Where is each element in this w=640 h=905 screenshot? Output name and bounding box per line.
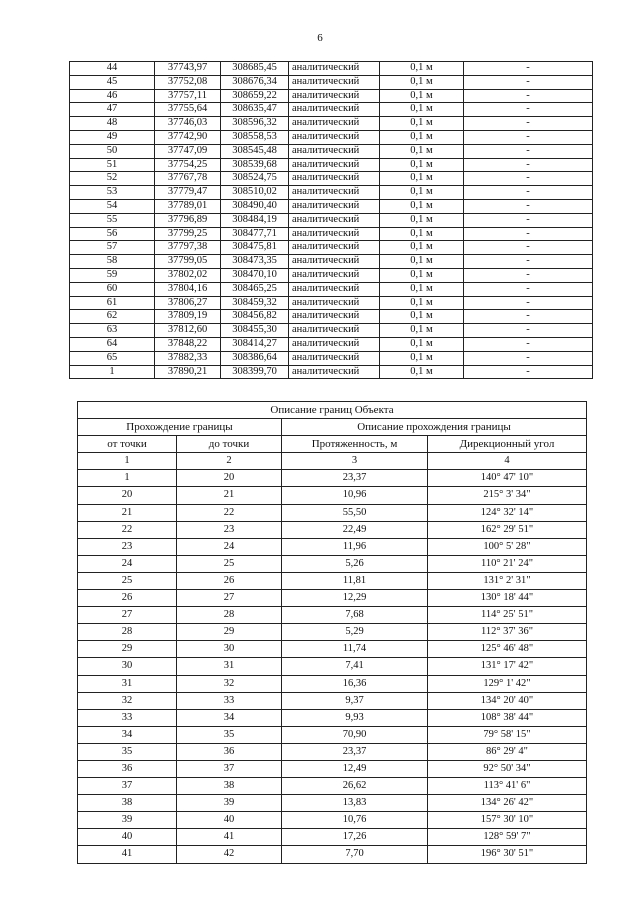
method-cell: аналитический [289,296,380,310]
from-point-cell: 40 [78,829,177,846]
table-row [78,538,587,555]
table-row [70,75,593,89]
from-point-cell: 20 [78,487,177,504]
method-cell: аналитический [289,227,380,241]
x-coordinate-cell: 37799,25 [155,227,221,241]
method-cell: аналитический [289,172,380,186]
accuracy-cell: 0,1 м [380,199,464,213]
length-cell: 10,96 [282,487,428,504]
table-row [70,365,593,379]
table-row [78,812,587,829]
x-coordinate-cell: 37743,97 [155,62,221,76]
table-row [78,675,587,692]
to-point-cell: 23 [177,521,282,538]
note-cell: - [464,351,593,365]
table-row [70,282,593,296]
point-number-cell: 59 [70,268,155,282]
y-coordinate-cell: 308455,30 [221,324,289,338]
from-point-cell: 36 [78,760,177,777]
accuracy-cell: 0,1 м [380,172,464,186]
table-row [70,337,593,351]
column-number: 4 [428,453,587,470]
y-coordinate-cell: 308539,68 [221,158,289,172]
method-cell: аналитический [289,241,380,255]
table-row [70,310,593,324]
accuracy-cell: 0,1 м [380,324,464,338]
table-title: Описание границ Объекта [78,402,587,419]
table-row [78,590,587,607]
method-cell: аналитический [289,213,380,227]
accuracy-cell: 0,1 м [380,296,464,310]
y-coordinate-cell: 308386,64 [221,351,289,365]
table-row [78,572,587,589]
x-coordinate-cell: 37797,38 [155,241,221,255]
point-number-cell: 51 [70,158,155,172]
column-number: 1 [78,453,177,470]
table-row [70,130,593,144]
length-cell: 7,70 [282,846,428,863]
table-row [78,778,587,795]
to-point-cell: 35 [177,726,282,743]
accuracy-cell: 0,1 м [380,62,464,76]
note-cell: - [464,62,593,76]
note-cell: - [464,227,593,241]
from-point-cell: 1 [78,470,177,487]
x-coordinate-cell: 37757,11 [155,89,221,103]
to-point-cell: 42 [177,846,282,863]
from-point-cell: 38 [78,795,177,812]
table-row [78,607,587,624]
table-row [78,709,587,726]
method-cell: аналитический [289,186,380,200]
table-row [70,186,593,200]
angle-cell: 124° 32' 14" [428,504,587,521]
point-number-cell: 60 [70,282,155,296]
accuracy-cell: 0,1 м [380,241,464,255]
column-header-from: от точки [78,436,177,453]
y-coordinate-cell: 308399,70 [221,365,289,379]
angle-cell: 92° 50' 34" [428,760,587,777]
to-point-cell: 37 [177,760,282,777]
angle-cell: 130° 18' 44" [428,590,587,607]
table-row [78,504,587,521]
length-cell: 5,26 [282,555,428,572]
to-point-cell: 29 [177,624,282,641]
note-cell: - [464,365,593,379]
x-coordinate-cell: 37742,90 [155,130,221,144]
from-point-cell: 32 [78,692,177,709]
y-coordinate-cell: 308414,27 [221,337,289,351]
angle-cell: 86° 29' 4" [428,743,587,760]
x-coordinate-cell: 37789,01 [155,199,221,213]
accuracy-cell: 0,1 м [380,282,464,296]
column-header-to: до точки [177,436,282,453]
method-cell: аналитический [289,158,380,172]
point-number-cell: 57 [70,241,155,255]
from-point-cell: 39 [78,812,177,829]
angle-cell: 128° 59' 7" [428,829,587,846]
length-cell: 23,37 [282,470,428,487]
column-number: 2 [177,453,282,470]
table-row [70,241,593,255]
method-cell: аналитический [289,255,380,269]
y-coordinate-cell: 308685,45 [221,62,289,76]
accuracy-cell: 0,1 м [380,227,464,241]
table-row [78,829,587,846]
to-point-cell: 40 [177,812,282,829]
length-cell: 23,37 [282,743,428,760]
y-coordinate-cell: 308635,47 [221,103,289,117]
length-cell: 9,93 [282,709,428,726]
angle-cell: 140° 47' 10" [428,470,587,487]
method-cell: аналитический [289,199,380,213]
accuracy-cell: 0,1 м [380,213,464,227]
y-coordinate-cell: 308475,81 [221,241,289,255]
table-row [70,227,593,241]
accuracy-cell: 0,1 м [380,75,464,89]
boundary-description-table [77,401,587,864]
accuracy-cell: 0,1 м [380,89,464,103]
page-number: 6 [317,32,323,44]
accuracy-cell: 0,1 м [380,130,464,144]
x-coordinate-cell: 37767,78 [155,172,221,186]
length-cell: 55,50 [282,504,428,521]
note-cell: - [464,241,593,255]
to-point-cell: 22 [177,504,282,521]
note-cell: - [464,255,593,269]
angle-cell: 114° 25' 51" [428,607,587,624]
from-point-cell: 31 [78,675,177,692]
table-row [70,117,593,131]
to-point-cell: 26 [177,572,282,589]
table-row [78,692,587,709]
method-cell: аналитический [289,310,380,324]
table-row [78,846,587,863]
note-cell: - [464,324,593,338]
to-point-cell: 20 [177,470,282,487]
y-coordinate-cell: 308596,32 [221,117,289,131]
length-cell: 22,49 [282,521,428,538]
angle-cell: 79° 58' 15" [428,726,587,743]
table-row [70,89,593,103]
method-cell: аналитический [289,268,380,282]
y-coordinate-cell: 308545,48 [221,144,289,158]
from-point-cell: 27 [78,607,177,624]
note-cell: - [464,282,593,296]
table-row [70,268,593,282]
angle-cell: 129° 1' 42" [428,675,587,692]
note-cell: - [464,144,593,158]
note-cell: - [464,296,593,310]
from-point-cell: 21 [78,504,177,521]
length-cell: 7,41 [282,658,428,675]
accuracy-cell: 0,1 м [380,144,464,158]
method-cell: аналитический [289,130,380,144]
angle-cell: 196° 30' 51" [428,846,587,863]
length-cell: 16,36 [282,675,428,692]
x-coordinate-cell: 37890,21 [155,365,221,379]
table-row [78,521,587,538]
group-header-row [78,419,587,436]
note-cell: - [464,75,593,89]
x-coordinate-cell: 37796,89 [155,213,221,227]
from-point-cell: 34 [78,726,177,743]
point-number-cell: 46 [70,89,155,103]
y-coordinate-cell: 308456,82 [221,310,289,324]
table-row [78,658,587,675]
to-point-cell: 39 [177,795,282,812]
x-coordinate-cell: 37746,03 [155,117,221,131]
from-point-cell: 26 [78,590,177,607]
from-point-cell: 30 [78,658,177,675]
point-number-cell: 45 [70,75,155,89]
method-cell: аналитический [289,117,380,131]
x-coordinate-cell: 37747,09 [155,144,221,158]
y-coordinate-cell: 308659,22 [221,89,289,103]
accuracy-cell: 0,1 м [380,337,464,351]
table-row [70,213,593,227]
length-cell: 11,81 [282,572,428,589]
method-cell: аналитический [289,351,380,365]
point-number-cell: 53 [70,186,155,200]
angle-cell: 131° 2' 31" [428,572,587,589]
point-number-cell: 54 [70,199,155,213]
x-coordinate-cell: 37812,60 [155,324,221,338]
to-point-cell: 28 [177,607,282,624]
accuracy-cell: 0,1 м [380,365,464,379]
table-row [78,726,587,743]
method-cell: аналитический [289,144,380,158]
method-cell: аналитический [289,62,380,76]
y-coordinate-cell: 308510,02 [221,186,289,200]
point-number-cell: 65 [70,351,155,365]
y-coordinate-cell: 308470,10 [221,268,289,282]
accuracy-cell: 0,1 м [380,186,464,200]
method-cell: аналитический [289,75,380,89]
column-number-row [78,453,587,470]
x-coordinate-cell: 37755,64 [155,103,221,117]
column-header-row [78,436,587,453]
angle-cell: 134° 26' 42" [428,795,587,812]
point-number-cell: 64 [70,337,155,351]
length-cell: 10,76 [282,812,428,829]
accuracy-cell: 0,1 м [380,310,464,324]
from-point-cell: 22 [78,521,177,538]
point-number-cell: 52 [70,172,155,186]
angle-cell: 162° 29' 51" [428,521,587,538]
x-coordinate-cell: 37752,08 [155,75,221,89]
x-coordinate-cell: 37848,22 [155,337,221,351]
to-point-cell: 27 [177,590,282,607]
accuracy-cell: 0,1 м [380,103,464,117]
table-row [70,351,593,365]
to-point-cell: 38 [177,778,282,795]
length-cell: 12,49 [282,760,428,777]
method-cell: аналитический [289,365,380,379]
x-coordinate-cell: 37779,47 [155,186,221,200]
point-number-cell: 61 [70,296,155,310]
method-cell: аналитический [289,337,380,351]
angle-cell: 112° 37' 36" [428,624,587,641]
length-cell: 12,29 [282,590,428,607]
to-point-cell: 34 [177,709,282,726]
note-cell: - [464,268,593,282]
x-coordinate-cell: 37806,27 [155,296,221,310]
point-number-cell: 48 [70,117,155,131]
note-cell: - [464,186,593,200]
point-number-cell: 49 [70,130,155,144]
to-point-cell: 33 [177,692,282,709]
group-header-boundary-passage: Прохождение границы [78,419,282,436]
point-number-cell: 62 [70,310,155,324]
y-coordinate-cell: 308477,71 [221,227,289,241]
angle-cell: 215° 3' 34" [428,487,587,504]
column-number: 3 [282,453,428,470]
table-row [70,199,593,213]
x-coordinate-cell: 37799,05 [155,255,221,269]
point-number-cell: 56 [70,227,155,241]
angle-cell: 131° 17' 42" [428,658,587,675]
length-cell: 26,62 [282,778,428,795]
point-number-cell: 58 [70,255,155,269]
table-row [70,172,593,186]
point-number-cell: 55 [70,213,155,227]
point-number-cell: 1 [70,365,155,379]
y-coordinate-cell: 308484,19 [221,213,289,227]
method-cell: аналитический [289,324,380,338]
note-cell: - [464,130,593,144]
table-title-row [78,402,587,419]
to-point-cell: 32 [177,675,282,692]
y-coordinate-cell: 308676,34 [221,75,289,89]
angle-cell: 108° 38' 44" [428,709,587,726]
angle-cell: 157° 30' 10" [428,812,587,829]
y-coordinate-cell: 308558,53 [221,130,289,144]
to-point-cell: 31 [177,658,282,675]
length-cell: 17,26 [282,829,428,846]
angle-cell: 110° 21' 24" [428,555,587,572]
table-row [70,158,593,172]
table-row [78,555,587,572]
length-cell: 13,83 [282,795,428,812]
table-row [78,624,587,641]
angle-cell: 134° 20' 40" [428,692,587,709]
y-coordinate-cell: 308465,25 [221,282,289,296]
point-number-cell: 63 [70,324,155,338]
length-cell: 70,90 [282,726,428,743]
table-row [78,641,587,658]
angle-cell: 125° 46' 48" [428,641,587,658]
from-point-cell: 33 [78,709,177,726]
note-cell: - [464,172,593,186]
table-row [70,62,593,76]
y-coordinate-cell: 308459,32 [221,296,289,310]
x-coordinate-cell: 37882,33 [155,351,221,365]
from-point-cell: 35 [78,743,177,760]
x-coordinate-cell: 37754,25 [155,158,221,172]
group-header-boundary-description: Описание прохождения границы [282,419,587,436]
note-cell: - [464,103,593,117]
point-number-cell: 50 [70,144,155,158]
point-number-cell: 47 [70,103,155,117]
angle-cell: 100° 5' 28" [428,538,587,555]
table-row [70,296,593,310]
to-point-cell: 36 [177,743,282,760]
to-point-cell: 25 [177,555,282,572]
column-header-length: Протяженность, м [282,436,428,453]
to-point-cell: 21 [177,487,282,504]
note-cell: - [464,213,593,227]
table-row [70,255,593,269]
accuracy-cell: 0,1 м [380,255,464,269]
note-cell: - [464,310,593,324]
length-cell: 9,37 [282,692,428,709]
accuracy-cell: 0,1 м [380,158,464,172]
length-cell: 11,96 [282,538,428,555]
table-row [70,103,593,117]
length-cell: 5,29 [282,624,428,641]
note-cell: - [464,158,593,172]
note-cell: - [464,199,593,213]
from-point-cell: 41 [78,846,177,863]
from-point-cell: 23 [78,538,177,555]
from-point-cell: 25 [78,572,177,589]
to-point-cell: 41 [177,829,282,846]
table-row [70,324,593,338]
method-cell: аналитический [289,89,380,103]
from-point-cell: 29 [78,641,177,658]
table-row [78,743,587,760]
note-cell: - [464,89,593,103]
note-cell: - [464,337,593,351]
method-cell: аналитический [289,103,380,117]
coordinates-table [69,61,593,379]
x-coordinate-cell: 37809,19 [155,310,221,324]
table-row [78,487,587,504]
y-coordinate-cell: 308473,35 [221,255,289,269]
x-coordinate-cell: 37804,16 [155,282,221,296]
length-cell: 11,74 [282,641,428,658]
table-row [78,470,587,487]
table-row [78,795,587,812]
from-point-cell: 24 [78,555,177,572]
x-coordinate-cell: 37802,02 [155,268,221,282]
y-coordinate-cell: 308490,40 [221,199,289,213]
y-coordinate-cell: 308524,75 [221,172,289,186]
accuracy-cell: 0,1 м [380,117,464,131]
table-row [70,144,593,158]
table-row [78,760,587,777]
note-cell: - [464,117,593,131]
to-point-cell: 24 [177,538,282,555]
from-point-cell: 28 [78,624,177,641]
accuracy-cell: 0,1 м [380,351,464,365]
accuracy-cell: 0,1 м [380,268,464,282]
length-cell: 7,68 [282,607,428,624]
method-cell: аналитический [289,282,380,296]
angle-cell: 113° 41' 6" [428,778,587,795]
column-header-angle: Дирекционный угол [428,436,587,453]
from-point-cell: 37 [78,778,177,795]
point-number-cell: 44 [70,62,155,76]
to-point-cell: 30 [177,641,282,658]
